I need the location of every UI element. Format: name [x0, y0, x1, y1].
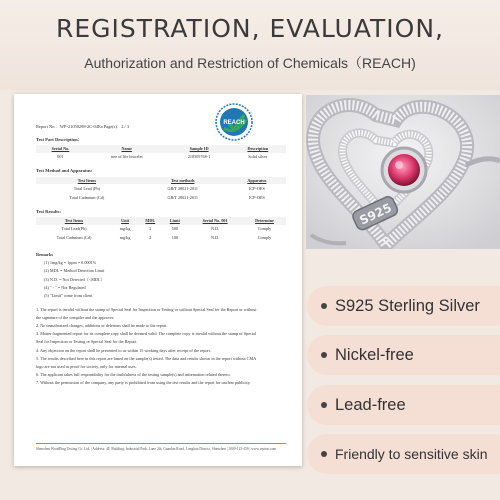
reach-logo-icon: [214, 102, 254, 142]
results-header: Unit: [112, 217, 138, 225]
part-header: Serial No.: [36, 145, 85, 153]
note-item: 5. The results described here in this report are based on the sample(s) tested. The data and results shown in the report without CMA: [36, 355, 257, 361]
table-cell: N.D.: [211, 226, 220, 232]
bullet-dot-icon: [321, 451, 327, 457]
report-number: Report No.：WP-21050298-2C-04Ea Page(s)：2 / 3: [36, 124, 130, 129]
method-header: Test Items: [36, 177, 138, 185]
table-row: [36, 153, 286, 162]
note-item: 2. No unauthorized changes, additions or deletions shall be made to the report.: [36, 323, 168, 329]
feature-pill-sterling-silver: [307, 286, 500, 326]
table-cell: mg/kg: [119, 234, 131, 240]
report-notes: [36, 307, 286, 386]
results-header: Serial No. 001: [187, 217, 243, 225]
feature-label: Friendly to sensitive skin: [335, 446, 488, 462]
table-cell: 100: [171, 234, 178, 240]
part-header: Description: [230, 145, 286, 153]
table-cell: 001: [57, 154, 64, 160]
table-row: [36, 233, 286, 242]
remark-item: (2) MDL = Method Detection Limit: [44, 268, 105, 274]
table-cell: Total Lead (Pb): [73, 185, 100, 191]
report-footer: Shenzhen WoodPing Testing Co. Ltd. | Address: 4F, Building, Industrial Park, Lane 2th, Guanlan Road, Longhua District, Shenzhen | 1000-123-456 | www.wptest.com: [36, 443, 286, 452]
results-header: Limit: [162, 217, 187, 225]
reach-logo-text: REACH: [223, 120, 245, 126]
table-cell: mg/kg: [119, 226, 131, 232]
table-cell: 21050576S-1: [187, 154, 211, 160]
table-cell: 2: [149, 226, 152, 232]
table-cell: ICP-OES: [248, 185, 265, 191]
method-header: Apparatus: [228, 177, 286, 185]
method-header: Test methods: [138, 177, 228, 185]
part-header: Sample ID: [169, 145, 230, 153]
note-item: 3. Matter fragmented report for its complete copy shall be deemed valid. The complete copy is invalid without the stamp of Special: [36, 331, 257, 337]
feature-label: Nickel-free: [335, 345, 414, 364]
feature-pill-nickel-free: [307, 335, 500, 375]
table-cell: GB/T 28021-2011: [167, 194, 199, 200]
table-cell: Solid silver: [248, 154, 268, 160]
table-cell: Total Cadmium (Cd): [69, 194, 105, 200]
remark-item: (1) 1mg/kg = 1ppm = 0.0001%: [44, 260, 97, 266]
table-cell: tree of life bracelet: [110, 154, 143, 160]
page-title: REGISTRATION, EVALUATION,: [55, 14, 444, 43]
table-cell: ICP-OES: [248, 194, 265, 200]
note-item: 6. The applicant takes full responsibility for the truthfulness of the testing sample(s) and information related thereto.: [36, 372, 231, 378]
test-results-title: Test Results:: [36, 208, 61, 214]
bullet-dot-icon: [321, 303, 327, 309]
feature-pill-lead-free: [307, 385, 500, 425]
remarks-title: Remarks: [36, 251, 54, 257]
note-item: logo are not used as proof for society, only for internal uses.: [36, 363, 137, 369]
table-cell: N.D.: [211, 234, 220, 240]
heart-pendant-image: [306, 95, 500, 249]
note-item: the signature of the compiler and the approver.: [36, 314, 115, 320]
table-row: [36, 184, 286, 193]
table-cell: 2: [149, 234, 152, 240]
table-row: [36, 193, 286, 202]
header-banner: [0, 0, 500, 90]
feature-label: S925 Sterling Silver: [335, 296, 480, 315]
test-report-document: [14, 94, 302, 466]
remark-item: (4) " - " = Not Regulated: [44, 284, 86, 290]
table-cell: Comply: [257, 226, 272, 232]
page-subtitle: Authorization and Restriction of Chemicals（REACH): [84, 55, 416, 71]
table-cell: Comply: [257, 234, 272, 240]
results-header: Determine: [243, 217, 286, 225]
test-results-table: [36, 217, 286, 242]
table-cell: Total Lead(Pb): [61, 226, 87, 232]
bullet-dot-icon: [321, 402, 327, 408]
test-method-title: Test Method and Apparatus:: [36, 168, 93, 174]
table-cell: 500: [171, 226, 178, 232]
part-description-title: Test Part Description：: [36, 136, 83, 142]
note-item: 4. Any objection on the report shall be presented to us within 15 working days after receipt of the report.: [36, 347, 212, 353]
remark-item: (3) N.D. = Not Detected（<MDL）: [44, 276, 105, 282]
feature-pill-sensitive-skin: [307, 434, 500, 474]
remark-item: (5) "Limit" come from client: [44, 293, 93, 298]
feature-label: Lead-free: [335, 395, 406, 414]
note-item: 1. The report is invalid without the stamp of Special Seal for Inspection or Testing or without Special Seal for the Report or without: [36, 306, 257, 312]
results-header: MDL: [138, 217, 162, 225]
results-header: Test Items: [36, 217, 112, 225]
s925-stamp-text: S925: [357, 200, 394, 228]
table-row: [36, 225, 286, 234]
note-item: Seal for Inspection or Testing or Special Seal for the Report.: [36, 339, 138, 345]
note-item: 7. Without the permission of the company, any party is prohibited from using the test results and the report for unclear publicity.: [36, 380, 251, 386]
part-description-table: [36, 145, 286, 161]
bullet-dot-icon: [321, 352, 327, 358]
part-header: Name: [85, 145, 169, 153]
test-method-table: [36, 177, 286, 202]
table-cell: GB/T 28021-2011: [167, 185, 199, 191]
product-photo: [306, 95, 500, 249]
table-cell: Total Cadmium (Cd): [56, 234, 92, 240]
